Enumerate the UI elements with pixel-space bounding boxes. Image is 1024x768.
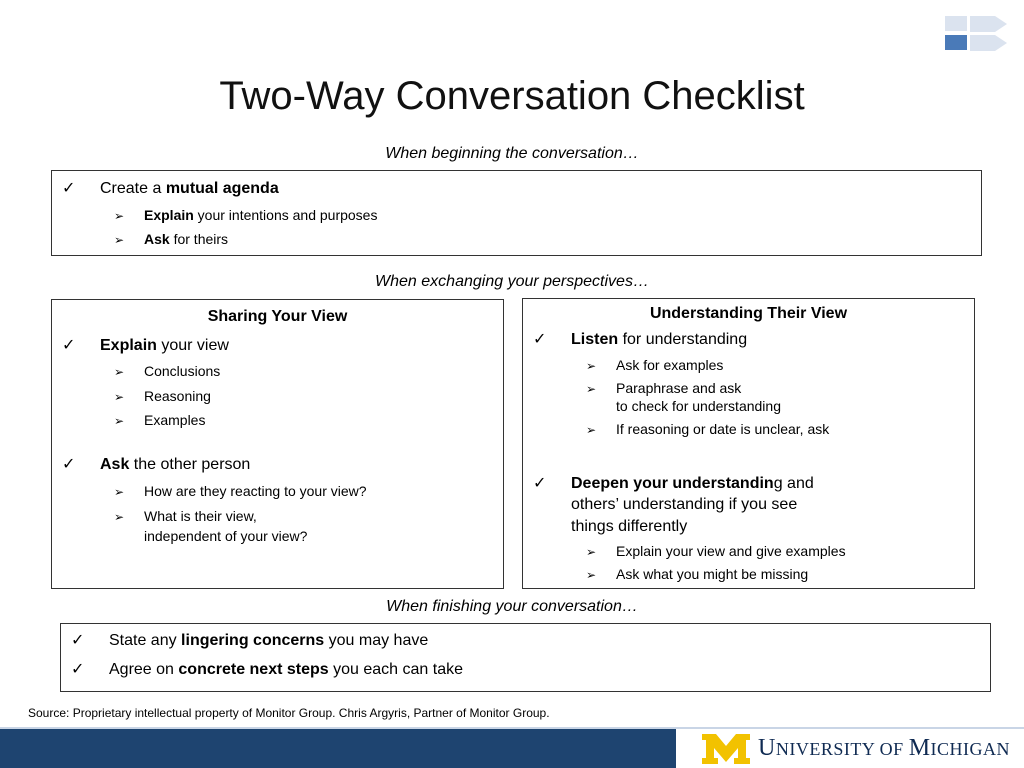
- checkmark-icon: ✓: [62, 456, 76, 473]
- arrowhead-bullet-icon: ➢: [586, 359, 597, 373]
- arrowhead-bullet-icon: ➢: [114, 390, 125, 404]
- university-wordmark: UNIVERSITY OF MICHIGAN: [758, 735, 1011, 761]
- list-item: ➢ Explain your view and give examples: [586, 541, 846, 562]
- explain-intentions-item: ➢ Explain your intentions and purposes: [114, 205, 377, 226]
- chevron-arrows-icon: [945, 14, 1009, 54]
- checkmark-icon: ✓: [71, 632, 85, 649]
- list-item: ➢ Examples: [114, 410, 205, 431]
- university-logo: [676, 729, 1024, 768]
- sharing-view-title: Sharing Your View: [207, 308, 348, 325]
- checkmark-icon: ✓: [62, 180, 76, 197]
- deepen-understanding-line3: things differently: [571, 518, 688, 535]
- mutual-agenda-item: ✓ Create a mutual agenda: [62, 180, 279, 197]
- exchanging-caption: When exchanging your perspectives…: [375, 273, 649, 290]
- next-steps-item: ✓ Agree on concrete next steps you each can take: [71, 661, 463, 678]
- ask-other-person-item: ✓ Ask the other person: [62, 456, 251, 473]
- arrowhead-bullet-icon: ➢: [114, 414, 125, 428]
- block-m-icon: [702, 734, 750, 764]
- list-item: ➢ Paraphrase and ask: [586, 378, 741, 399]
- list-item: ➢ What is their view,: [114, 506, 257, 527]
- slide-title: Two-Way Conversation Checklist: [219, 74, 805, 118]
- list-item: ➢ Conclusions: [114, 361, 220, 382]
- arrowhead-bullet-icon: ➢: [114, 485, 125, 499]
- lingering-concerns-item: ✓ State any lingering concerns you may have: [71, 632, 429, 649]
- arrowhead-bullet-icon: ➢: [114, 233, 125, 247]
- beginning-box: [51, 170, 982, 256]
- deepen-understanding-line2: others’ understanding if you see: [571, 496, 798, 513]
- arrowhead-bullet-icon: ➢: [114, 510, 125, 524]
- beginning-caption: When beginning the conversation…: [385, 145, 639, 162]
- checkmark-icon: ✓: [533, 475, 547, 492]
- list-item: ➢ Ask for examples: [586, 355, 723, 376]
- finishing-caption: When finishing your conversation…: [386, 598, 638, 615]
- arrowhead-bullet-icon: ➢: [586, 568, 597, 582]
- checkmark-icon: ✓: [533, 331, 547, 348]
- finishing-box: [60, 623, 991, 692]
- sharing-view-box: [51, 299, 504, 589]
- checkmark-icon: ✓: [71, 661, 85, 678]
- checkmark-icon: ✓: [62, 337, 76, 354]
- ask-theirs-item: ➢ Ask for theirs: [114, 229, 228, 250]
- explain-view-item: ✓ Explain your view: [62, 337, 229, 354]
- understanding-view-title: Understanding Their View: [649, 305, 848, 322]
- listen-item: ✓ Listen for understanding: [533, 331, 748, 348]
- arrowhead-bullet-icon: ➢: [586, 382, 597, 396]
- list-item-continuation: to check for understanding: [616, 398, 781, 414]
- arrowhead-bullet-icon: ➢: [114, 209, 125, 223]
- source-note: Source: Proprietary intellectual property of Monitor Group. Chris Argyris, Partner of Monitor Group.: [28, 706, 550, 720]
- list-item: ➢ Reasoning: [114, 386, 211, 407]
- arrowhead-bullet-icon: ➢: [586, 423, 597, 437]
- list-item: ➢ How are they reacting to your view?: [114, 481, 367, 502]
- arrowhead-bullet-icon: ➢: [586, 545, 597, 559]
- deepen-understanding-item: ✓ Deepen your understanding and: [533, 475, 814, 492]
- understanding-view-box: [522, 298, 975, 589]
- list-item-continuation: independent of your view?: [144, 528, 308, 544]
- list-item: ➢ Ask what you might be missing: [586, 564, 808, 585]
- arrowhead-bullet-icon: ➢: [114, 365, 125, 379]
- list-item: ➢ If reasoning or date is unclear, ask: [586, 419, 829, 440]
